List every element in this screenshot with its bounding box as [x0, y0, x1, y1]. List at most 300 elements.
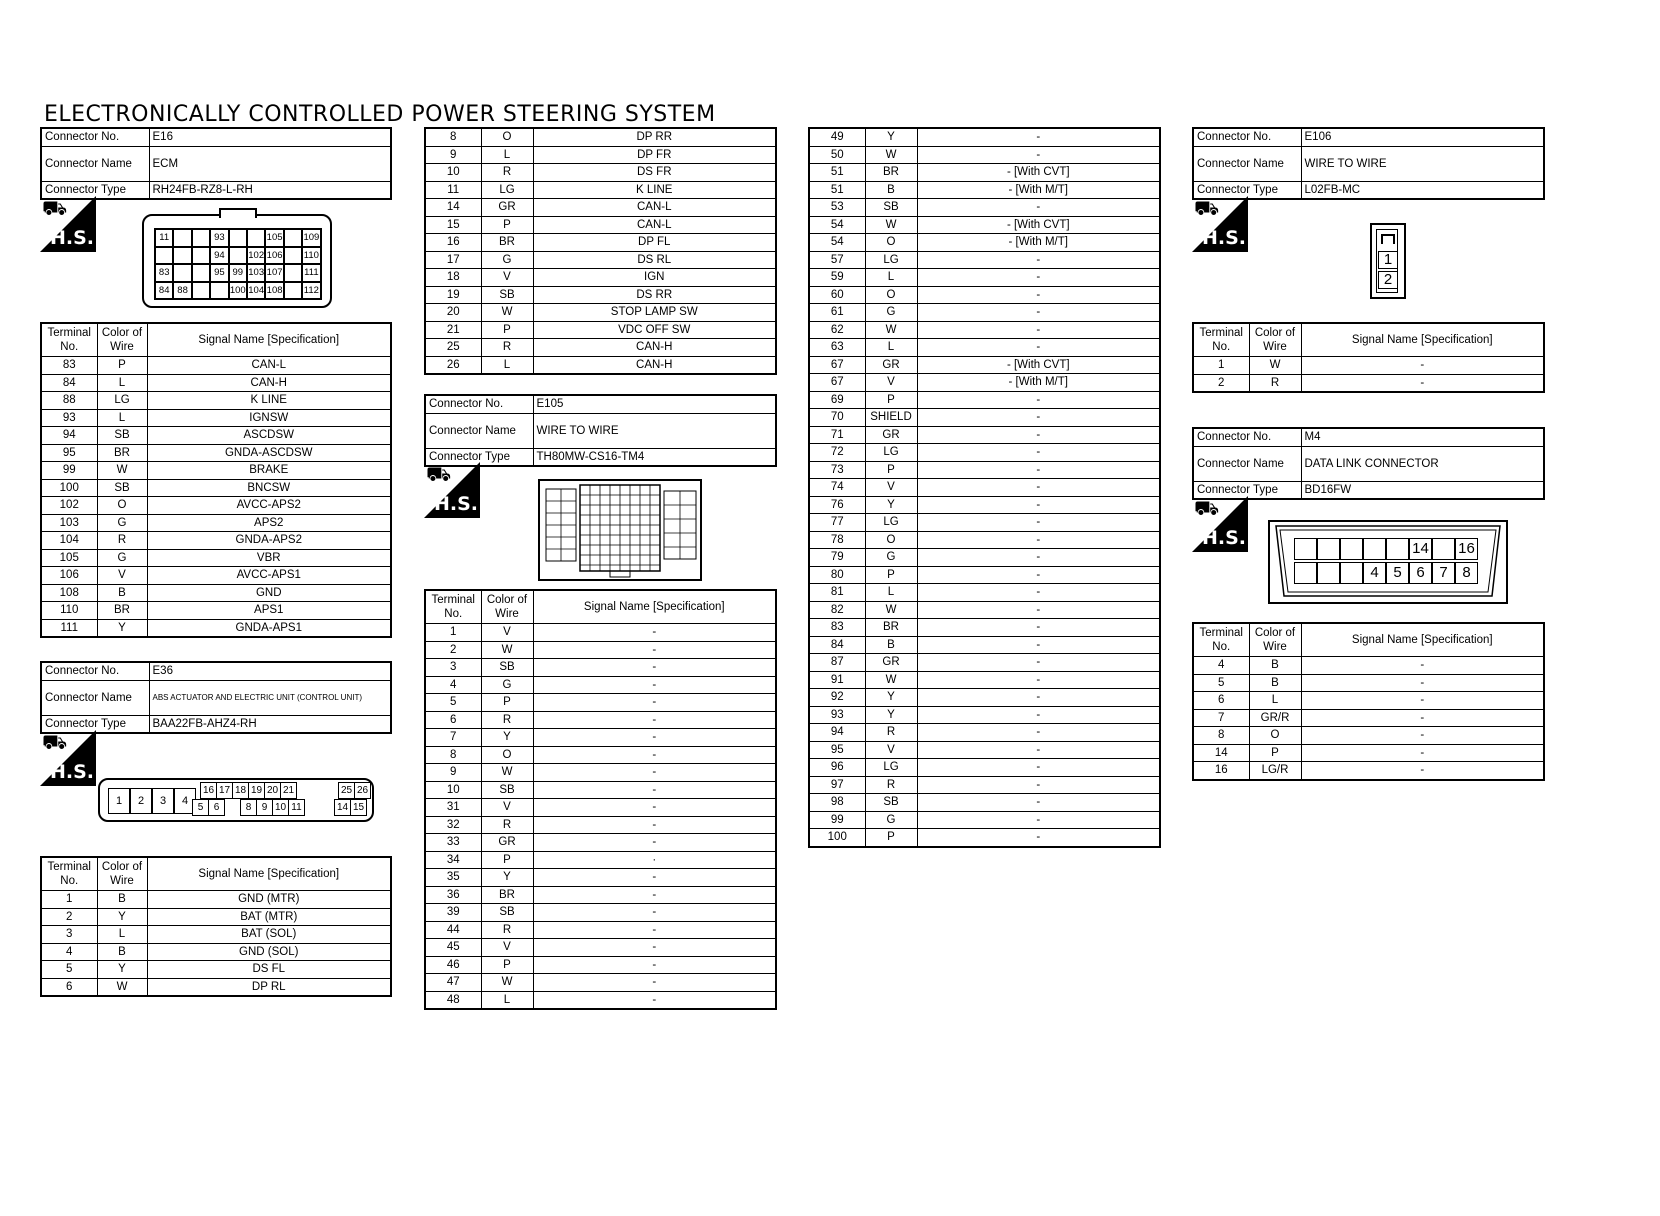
signal-name-cell: BAT (MTR): [147, 908, 391, 926]
table-row: [425, 729, 776, 747]
signal-name-cell: K LINE: [147, 392, 391, 410]
e105-connector-name: WIRE TO WIRE: [533, 413, 776, 448]
wire-color-cell: P: [865, 566, 917, 584]
terminal-no-cell: 8: [425, 128, 481, 146]
e16-empty-cavity: [229, 229, 247, 247]
e105-terminal-table-continued: [808, 127, 1161, 848]
terminal-no-cell: 84: [41, 374, 97, 392]
signal-name-cell: ·: [533, 851, 776, 869]
wire-color-cell: V: [865, 741, 917, 759]
terminal-no-header: Terminal No.: [41, 323, 97, 357]
wire-color-cell: P: [1249, 744, 1301, 762]
table-row: [425, 164, 776, 182]
e16-connector-diagram: [142, 214, 332, 308]
signal-name-cell: -: [917, 146, 1160, 164]
signal-name-cell: -: [533, 956, 776, 974]
table-row: [1193, 709, 1544, 727]
table-row: [425, 339, 776, 357]
terminal-no-cell: 21: [425, 321, 481, 339]
e16-empty-cavity: [284, 229, 302, 247]
wire-color-cell: P: [865, 461, 917, 479]
terminal-no-cell: 71: [809, 426, 865, 444]
terminal-no-cell: 69: [809, 391, 865, 409]
signal-name-cell: BRAKE: [147, 462, 391, 480]
terminal-no-cell: 1: [425, 624, 481, 642]
wire-color-cell: V: [865, 479, 917, 497]
table-row: [809, 759, 1160, 777]
table-row: [425, 764, 776, 782]
terminal-no-cell: 79: [809, 549, 865, 567]
wire-color-cell: L: [865, 269, 917, 287]
table-row: [809, 339, 1160, 357]
signal-name-cell: AVCC-APS1: [147, 567, 391, 585]
signal-name-cell: -: [917, 601, 1160, 619]
terminal-no-cell: 4: [425, 676, 481, 694]
wire-color-cell: W: [865, 146, 917, 164]
signal-name-cell: -: [1301, 727, 1544, 745]
signal-name-cell: -: [917, 339, 1160, 357]
wire-color-cell: G: [481, 676, 533, 694]
wire-color-cell: Y: [97, 619, 147, 637]
signal-name-cell: -: [533, 781, 776, 799]
m4-pin: 4: [1363, 562, 1386, 584]
table-row: [809, 181, 1160, 199]
terminal-no-cell: 16: [1193, 762, 1249, 780]
connector-no-label: Connector No.: [425, 395, 533, 413]
terminal-no-cell: 83: [41, 357, 97, 375]
table-row: [425, 216, 776, 234]
wire-color-cell: Y: [481, 869, 533, 887]
signal-name-cell: -: [533, 834, 776, 852]
e16-pin: 88: [173, 282, 191, 300]
terminal-no-cell: 3: [425, 659, 481, 677]
e106-info-block: [1192, 127, 1545, 200]
terminal-no-cell: 87: [809, 654, 865, 672]
signal-name-cell: -: [917, 514, 1160, 532]
table-row: [809, 829, 1160, 847]
e36-pin: 10: [272, 799, 289, 816]
table-row: [809, 724, 1160, 742]
signal-name-cell: -: [1301, 692, 1544, 710]
table-row: [809, 636, 1160, 654]
table-row: [41, 357, 391, 375]
table-row: [425, 746, 776, 764]
terminal-no-cell: 96: [809, 759, 865, 777]
table-row: [1193, 357, 1544, 375]
table-row: [425, 694, 776, 712]
wire-color-cell: P: [481, 321, 533, 339]
terminal-no-cell: 63: [809, 339, 865, 357]
wire-color-cell: BR: [97, 444, 147, 462]
wire-color-cell: L: [97, 374, 147, 392]
wire-color-cell: LG: [865, 759, 917, 777]
wire-color-cell: R: [481, 921, 533, 939]
signal-name-cell: CAN-L: [533, 199, 776, 217]
signal-name-cell: -: [533, 799, 776, 817]
terminal-no-cell: 105: [41, 549, 97, 567]
wire-color-cell: L: [865, 584, 917, 602]
signal-name-cell: -: [533, 729, 776, 747]
terminal-no-cell: 70: [809, 409, 865, 427]
table-row: [41, 584, 391, 602]
wire-color-cell: B: [865, 181, 917, 199]
table-row: [41, 943, 391, 961]
terminal-no-cell: 76: [809, 496, 865, 514]
table-row: [809, 164, 1160, 182]
color-of-wire-header: Color of Wire: [1249, 623, 1301, 657]
e106-connector-type: L02FB-MC: [1301, 181, 1544, 199]
terminal-no-cell: 94: [41, 427, 97, 445]
wire-color-cell: LG: [865, 514, 917, 532]
signal-name-cell: -: [1301, 744, 1544, 762]
e36-connector-name: ABS ACTUATOR AND ELECTRIC UNIT (CONTROL UNIT): [149, 680, 391, 715]
e36-terminal-table-continued: [424, 127, 777, 375]
terminal-no-cell: 2: [1193, 374, 1249, 392]
connector-no-label: Connector No.: [1193, 128, 1301, 146]
terminal-no-cell: 88: [41, 392, 97, 410]
signal-name-cell: -: [917, 584, 1160, 602]
wire-color-cell: L: [481, 991, 533, 1009]
wire-color-cell: O: [865, 234, 917, 252]
e36-pin: 19: [248, 782, 265, 799]
terminal-no-cell: 54: [809, 234, 865, 252]
wire-color-cell: P: [865, 829, 917, 847]
e36-pin: 14: [334, 799, 351, 816]
e16-pin: 94: [210, 247, 228, 265]
terminal-no-cell: 8: [425, 746, 481, 764]
e16-pin: 111: [302, 264, 320, 282]
signal-name-header: Signal Name [Specification]: [147, 323, 391, 357]
m4-pin: 8: [1455, 562, 1478, 584]
wire-color-cell: W: [481, 641, 533, 659]
e16-empty-cavity: [247, 229, 265, 247]
signal-name-cell: CAN-L: [533, 216, 776, 234]
e106-pin: 2: [1378, 271, 1398, 289]
signal-name-cell: DP FR: [533, 146, 776, 164]
signal-name-cell: DP RL: [147, 978, 391, 996]
table-row: [425, 886, 776, 904]
wire-color-cell: GR: [865, 356, 917, 374]
signal-name-cell: -: [1301, 374, 1544, 392]
e36-pin: 4: [174, 788, 196, 814]
wire-color-cell: V: [481, 799, 533, 817]
m4-cavity: [1386, 538, 1409, 560]
terminal-no-cell: 45: [425, 939, 481, 957]
terminal-no-cell: 110: [41, 602, 97, 620]
signal-name-cell: -: [917, 128, 1160, 146]
table-row: [809, 409, 1160, 427]
wire-color-cell: W: [481, 304, 533, 322]
signal-name-cell: CAN-H: [533, 356, 776, 374]
e105-terminal-table: [424, 589, 777, 1010]
signal-name-cell: -: [917, 409, 1160, 427]
m4-cavity: [1294, 538, 1317, 560]
table-row: [425, 939, 776, 957]
terminal-no-cell: 5: [1193, 674, 1249, 692]
terminal-no-cell: 104: [41, 532, 97, 550]
table-row: [809, 776, 1160, 794]
signal-name-cell: GNDA-APS2: [147, 532, 391, 550]
wire-color-cell: BR: [481, 886, 533, 904]
table-row: [809, 128, 1160, 146]
terminal-no-cell: 49: [809, 128, 865, 146]
table-row: [809, 811, 1160, 829]
table-row: [41, 514, 391, 532]
table-row: [1193, 762, 1544, 780]
signal-name-cell: K LINE: [533, 181, 776, 199]
table-row: [425, 869, 776, 887]
table-row: [425, 659, 776, 677]
terminal-no-cell: 60: [809, 286, 865, 304]
terminal-no-cell: 15: [425, 216, 481, 234]
terminal-no-cell: 78: [809, 531, 865, 549]
terminal-no-cell: 5: [425, 694, 481, 712]
table-row: [809, 479, 1160, 497]
table-row: [1193, 374, 1544, 392]
connector-type-label: Connector Type: [41, 715, 149, 733]
table-row: [809, 706, 1160, 724]
table-row: [425, 904, 776, 922]
table-row: [425, 676, 776, 694]
signal-name-cell: -: [917, 776, 1160, 794]
table-row: [809, 286, 1160, 304]
wire-color-cell: W: [865, 601, 917, 619]
table-row: [425, 816, 776, 834]
table-row: [41, 374, 391, 392]
e16-pin: 83: [155, 264, 173, 282]
signal-name-cell: BAT (SOL): [147, 926, 391, 944]
terminal-no-cell: 11: [425, 181, 481, 199]
signal-name-cell: -: [533, 886, 776, 904]
e16-pin: 93: [210, 229, 228, 247]
e36-terminal-table: [40, 856, 392, 997]
wire-color-cell: SB: [865, 794, 917, 812]
signal-name-cell: -: [917, 251, 1160, 269]
terminal-no-cell: 91: [809, 671, 865, 689]
e16-empty-cavity: [192, 247, 210, 265]
signal-name-cell: -: [917, 654, 1160, 672]
wire-color-cell: R: [1249, 374, 1301, 392]
e16-empty-cavity: [284, 282, 302, 300]
wire-color-cell: P: [481, 216, 533, 234]
e36-pin: 8: [240, 799, 257, 816]
terminal-no-cell: 62: [809, 321, 865, 339]
table-row: [809, 531, 1160, 549]
table-row: [425, 799, 776, 817]
signal-name-cell: -: [917, 566, 1160, 584]
e16-connector-name: ECM: [149, 146, 391, 181]
e36-pin: 18: [232, 782, 249, 799]
signal-name-cell: GNDA-APS1: [147, 619, 391, 637]
e16-pin: 110: [302, 247, 320, 265]
e36-pin: 21: [280, 782, 297, 799]
e16-pin: 102: [247, 247, 265, 265]
signal-name-header: Signal Name [Specification]: [147, 857, 391, 891]
m4-terminal-table: [1192, 622, 1545, 781]
m4-pin: 7: [1432, 562, 1455, 584]
terminal-no-cell: 84: [809, 636, 865, 654]
e16-pin: 106: [265, 247, 283, 265]
connector-name-label: Connector Name: [1193, 146, 1301, 181]
wire-color-cell: L: [97, 409, 147, 427]
terminal-no-cell: 10: [425, 781, 481, 799]
m4-connector-no: M4: [1301, 428, 1544, 446]
table-row: [425, 181, 776, 199]
m4-cavity: [1317, 538, 1340, 560]
e105-info-block: [424, 394, 777, 467]
harness-side-icon: ⛟ H.S.: [1192, 196, 1248, 252]
e16-empty-cavity: [284, 264, 302, 282]
wire-color-cell: P: [481, 851, 533, 869]
table-row: [425, 641, 776, 659]
terminal-no-cell: 4: [1193, 657, 1249, 675]
wire-color-cell: O: [1249, 727, 1301, 745]
terminal-no-cell: 2: [425, 641, 481, 659]
signal-name-cell: CAN-H: [147, 374, 391, 392]
terminal-no-cell: 14: [1193, 744, 1249, 762]
terminal-no-cell: 17: [425, 251, 481, 269]
signal-name-cell: DS RR: [533, 286, 776, 304]
table-row: [425, 781, 776, 799]
signal-name-cell: DP RR: [533, 128, 776, 146]
terminal-no-header: Terminal No.: [1193, 623, 1249, 657]
terminal-no-cell: 39: [425, 904, 481, 922]
signal-name-cell: DS RL: [533, 251, 776, 269]
table-row: [41, 961, 391, 979]
table-row: [41, 479, 391, 497]
wire-color-cell: BR: [865, 619, 917, 637]
terminal-no-header: Terminal No.: [41, 857, 97, 891]
signal-name-cell: -: [917, 549, 1160, 567]
terminal-no-cell: 9: [425, 146, 481, 164]
terminal-no-cell: 5: [41, 961, 97, 979]
table-row: [809, 654, 1160, 672]
signal-name-cell: -: [917, 759, 1160, 777]
terminal-no-cell: 100: [41, 479, 97, 497]
wire-color-cell: O: [481, 128, 533, 146]
color-of-wire-header: Color of Wire: [481, 590, 533, 624]
table-row: [41, 497, 391, 515]
e105-connector-type: TH80MW-CS16-TM4: [533, 448, 776, 466]
signal-name-cell: -: [533, 816, 776, 834]
wire-color-cell: SB: [481, 904, 533, 922]
e16-connector-type: RH24FB-RZ8-L-RH: [149, 181, 391, 199]
wire-color-cell: O: [865, 286, 917, 304]
signal-name-cell: -: [917, 531, 1160, 549]
terminal-no-cell: 95: [41, 444, 97, 462]
wire-color-cell: G: [97, 514, 147, 532]
wire-color-cell: Y: [865, 689, 917, 707]
connector-name-label: Connector Name: [1193, 446, 1301, 481]
e106-terminal-table: [1192, 322, 1545, 393]
table-row: [425, 251, 776, 269]
terminal-no-cell: 59: [809, 269, 865, 287]
signal-name-cell: -: [533, 641, 776, 659]
wire-color-cell: G: [865, 549, 917, 567]
terminal-no-cell: 18: [425, 269, 481, 287]
e16-pin: 11: [155, 229, 173, 247]
table-row: [41, 392, 391, 410]
terminal-no-cell: 94: [809, 724, 865, 742]
connector-no-label: Connector No.: [41, 662, 149, 680]
signal-name-cell: -: [533, 904, 776, 922]
e16-pin: 112: [302, 282, 320, 300]
terminal-no-cell: 97: [809, 776, 865, 794]
wire-color-cell: BR: [97, 602, 147, 620]
m4-connector-diagram: [1268, 520, 1508, 604]
e16-empty-cavity: [192, 264, 210, 282]
wire-color-cell: O: [481, 746, 533, 764]
signal-name-cell: GND (SOL): [147, 943, 391, 961]
e36-pin: 5: [192, 799, 209, 816]
wire-color-cell: Y: [481, 729, 533, 747]
terminal-no-cell: 54: [809, 216, 865, 234]
signal-name-cell: CAN-L: [147, 357, 391, 375]
signal-name-cell: GND: [147, 584, 391, 602]
terminal-no-cell: 57: [809, 251, 865, 269]
table-row: [425, 286, 776, 304]
e16-pin: 109: [302, 229, 320, 247]
e106-connector-name: WIRE TO WIRE: [1301, 146, 1544, 181]
terminal-no-cell: 32: [425, 816, 481, 834]
signal-name-cell: VDC OFF SW: [533, 321, 776, 339]
signal-name-cell: -: [917, 689, 1160, 707]
wire-color-cell: O: [865, 531, 917, 549]
table-row: [809, 444, 1160, 462]
harness-side-icon: ⛟ H.S.: [1192, 496, 1248, 552]
signal-name-cell: - [With CVT]: [917, 216, 1160, 234]
e105-connector-diagram: [538, 479, 702, 581]
m4-pin: 16: [1455, 538, 1478, 560]
signal-name-cell: -: [1301, 762, 1544, 780]
wire-color-cell: L: [1249, 692, 1301, 710]
signal-name-cell: AVCC-APS2: [147, 497, 391, 515]
table-row: [41, 891, 391, 909]
wire-color-cell: R: [481, 711, 533, 729]
e105-connector-no: E105: [533, 395, 776, 413]
terminal-no-cell: 99: [41, 462, 97, 480]
terminal-no-cell: 1: [1193, 357, 1249, 375]
signal-name-cell: -: [917, 286, 1160, 304]
table-row: [41, 532, 391, 550]
wire-color-cell: W: [481, 764, 533, 782]
wire-color-cell: L: [865, 339, 917, 357]
wire-color-cell: LG/R: [1249, 762, 1301, 780]
table-row: [425, 269, 776, 287]
wire-color-cell: W: [481, 974, 533, 992]
e106-connector-no: E106: [1301, 128, 1544, 146]
terminal-no-cell: 20: [425, 304, 481, 322]
table-row: [809, 461, 1160, 479]
signal-name-cell: - [With M/T]: [917, 234, 1160, 252]
terminal-no-cell: 95: [809, 741, 865, 759]
m4-pin: 6: [1409, 562, 1432, 584]
terminal-no-cell: 19: [425, 286, 481, 304]
e16-empty-cavity: [173, 264, 191, 282]
wire-color-cell: SB: [481, 781, 533, 799]
signal-name-cell: -: [533, 939, 776, 957]
table-row: [425, 624, 776, 642]
signal-name-cell: - [With CVT]: [917, 356, 1160, 374]
terminal-no-cell: 77: [809, 514, 865, 532]
terminal-no-cell: 93: [809, 706, 865, 724]
table-row: [41, 926, 391, 944]
terminal-no-cell: 35: [425, 869, 481, 887]
terminal-no-cell: 53: [809, 199, 865, 217]
wire-color-cell: SB: [97, 427, 147, 445]
table-row: [809, 566, 1160, 584]
e16-empty-cavity: [155, 247, 173, 265]
